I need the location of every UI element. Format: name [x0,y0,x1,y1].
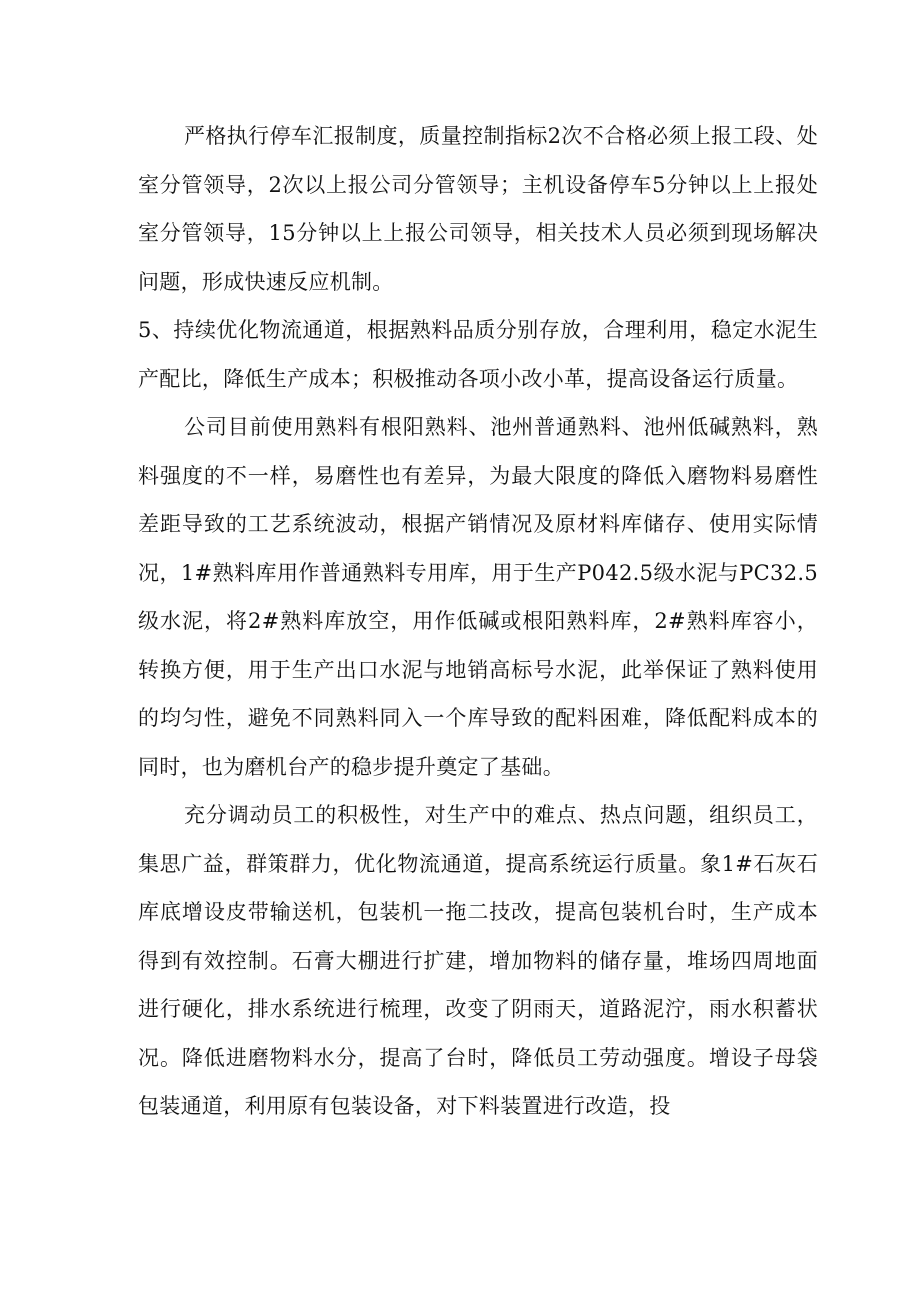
document-body [138,112,818,1131]
paragraph-employee-initiative: 充分调动员工的积极性，对生产中的难点、热点问题，组织员工，集思广益，群策群力，优化物流通道，提高系统运行质量。象1#石灰石库底增设皮带输送机，包装机一拖二技改，提高包装机台时，生产成本得到有效控制。石膏大棚进行扩建，增加物料的储存量，堆场四周地面进行硬化，排水系统进行梳理，改变了阴雨天，道路泥泞，雨水积蓄状况。降低进磨物料水分，提高了台时，降低员工劳动强度。增设子母袋包装通道，利用原有包装设备，对下料装置进行改造，投 [138,803,818,1118]
paragraph-shutdown-reporting: 严格执行停车汇报制度，质量控制指标2次不合格必须上报工段、处室分管领导，2次以上报公司分管领导；主机设备停车5分钟以上上报处室分管领导，15分钟以上上报公司领导，相关技术人员必须到现场解决问题，形成快速反应机制。 [138,124,818,294]
paragraph-item-5-logistics: 5、持续优化物流通道，根据熟料品质分别存放，合理利用，稳定水泥生产配比，降低生产成本；积极推动各项小改小革，提高设备运行质量。 [138,318,818,391]
paragraph-clinker-usage: 公司目前使用熟料有根阳熟料、池州普通熟料、池州低碱熟料，熟料强度的不一样，易磨性也有差异，为最大限度的降低入磨物料易磨性差距导致的工艺系统波动，根据产销情况及原材料库储存、使用实际情况，1#熟料库用作普通熟料专用库，用于生产P042.5级水泥与PC32.5级水泥，将2#熟料库放空，用作低碱或根阳熟料库，2#熟料库容小，转换方便，用于生产出口水泥与地销高标号水泥，此举保证了熟料使用的均匀性，避免不同熟料同入一个库导致的配料困难，降低配料成本的同时，也为磨机台产的稳步提升奠定了基础。 [138,415,818,779]
